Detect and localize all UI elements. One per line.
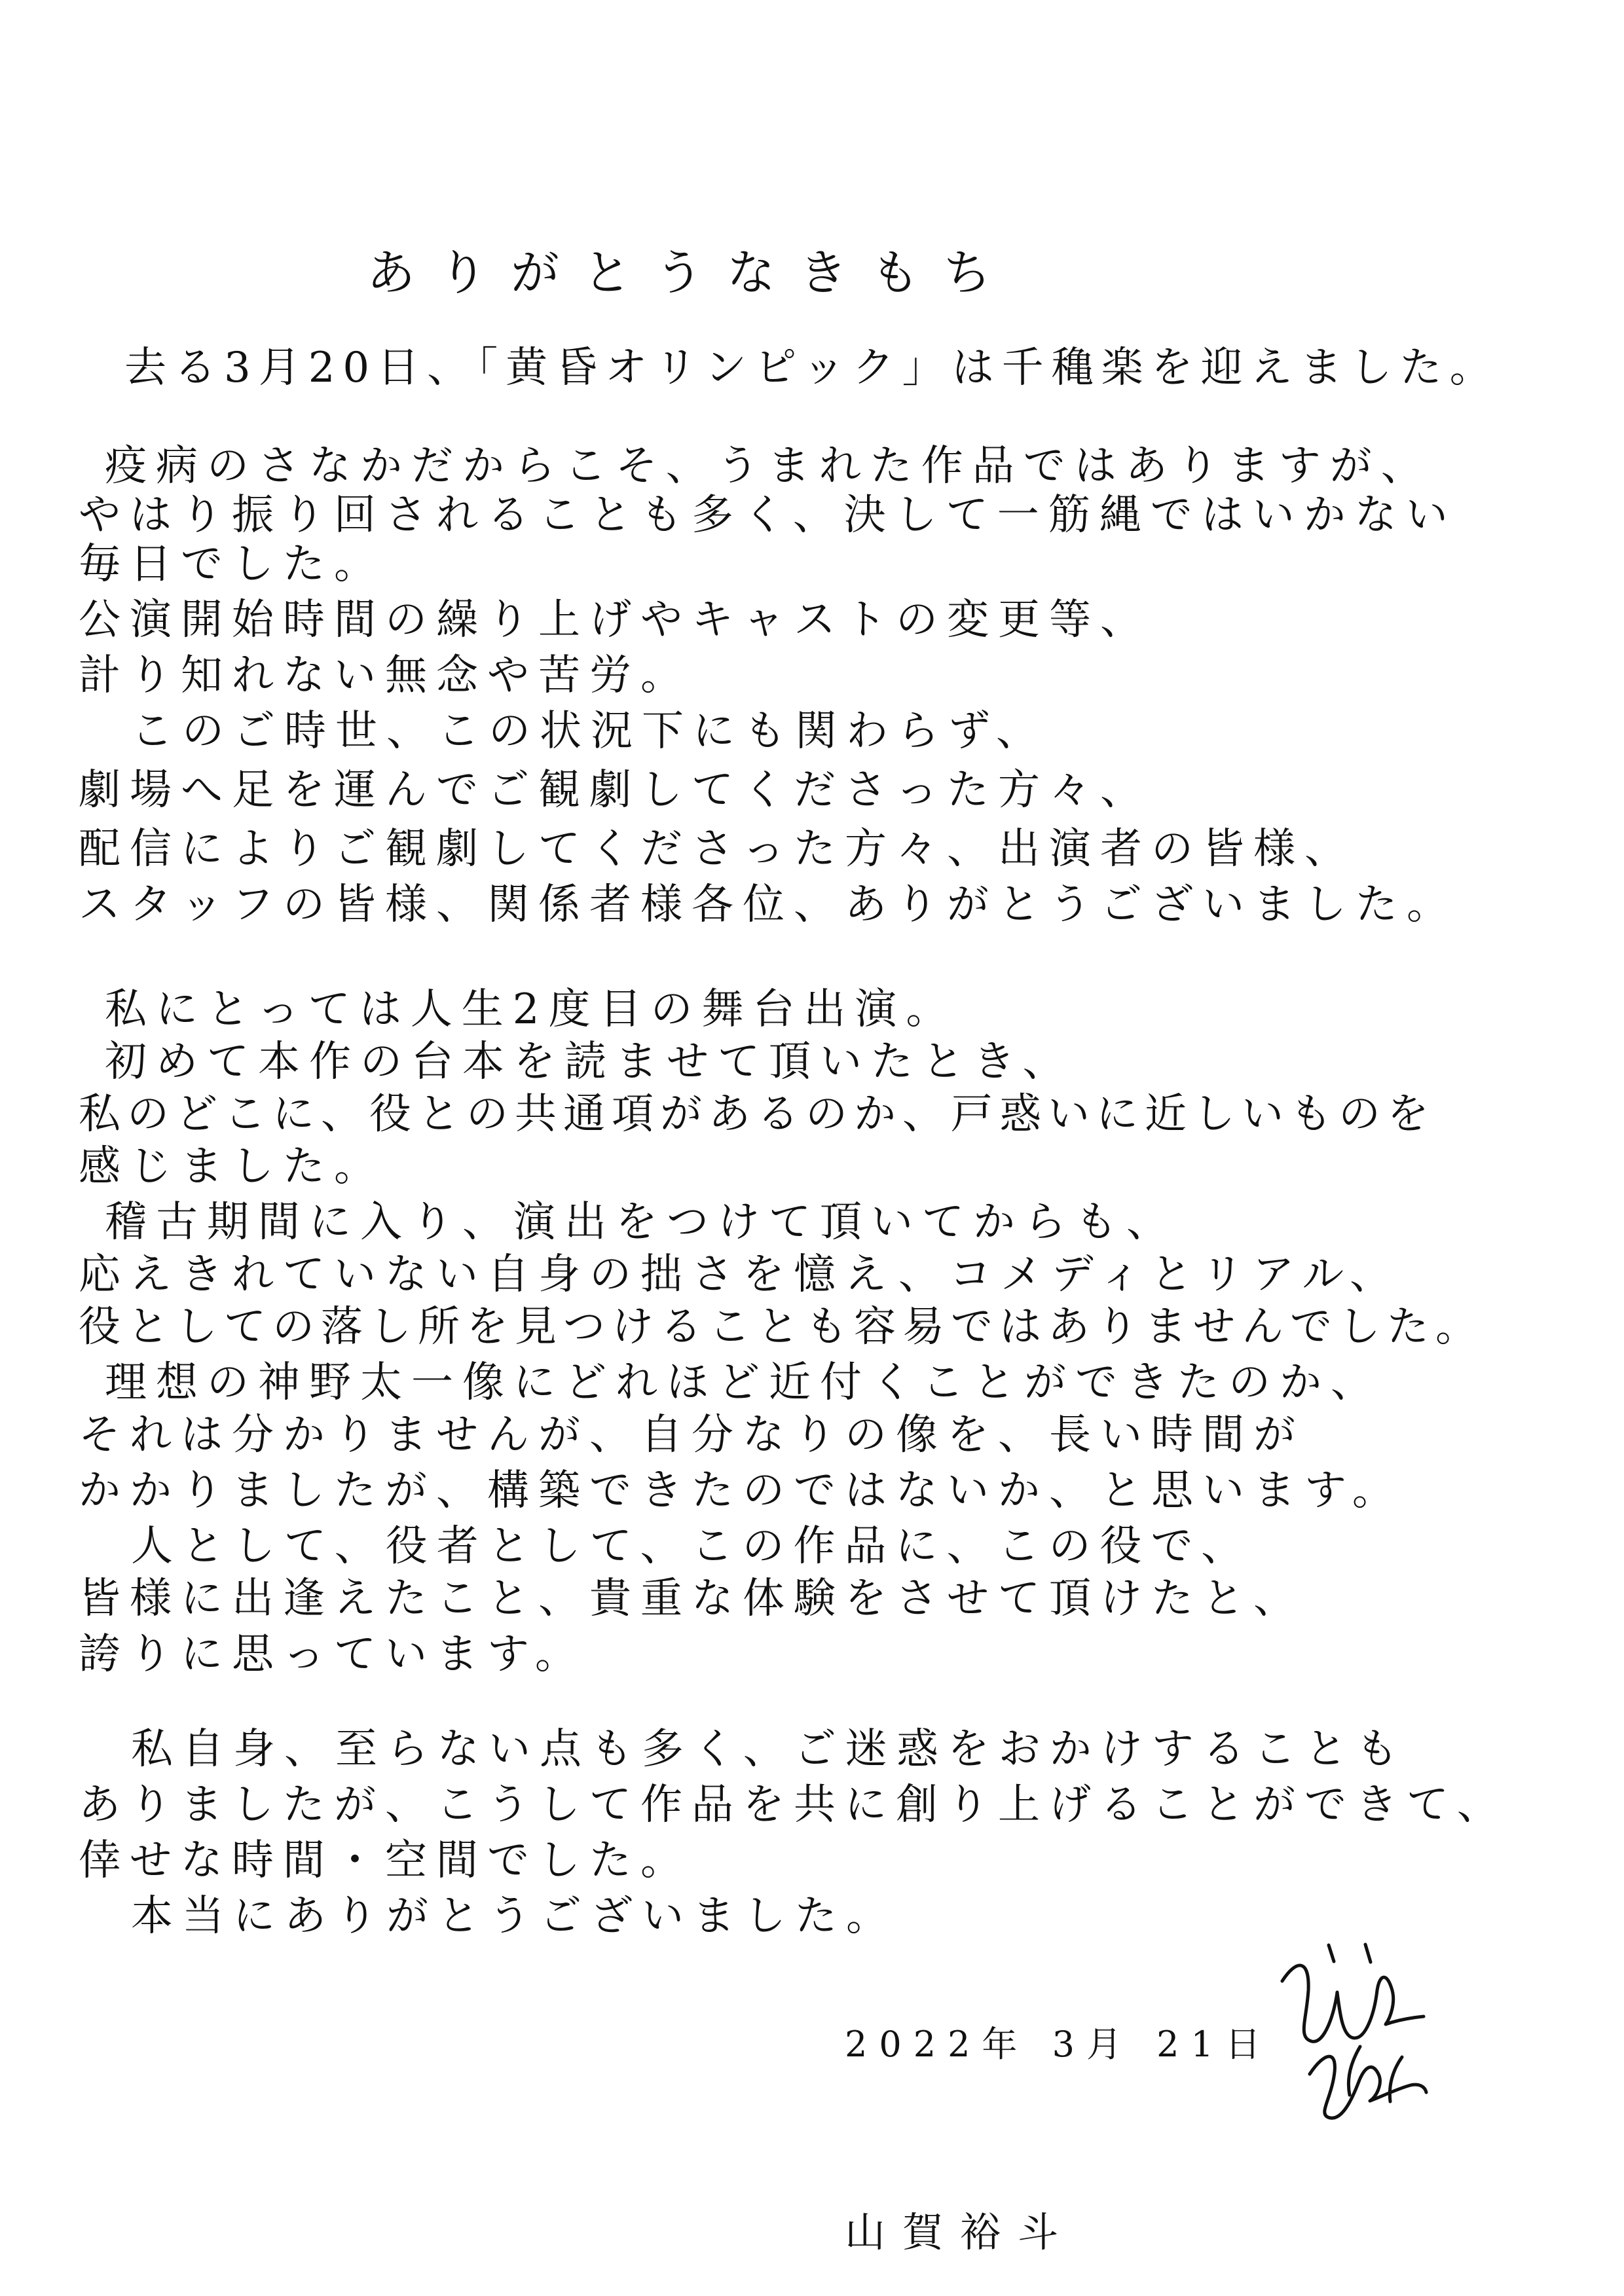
letter-line: 劇場へ足を運んでご観劇してくださった方々、	[79, 766, 1151, 814]
letter-line: 疫病のさなかだからこそ、うまれた作品ではありますが、	[105, 442, 1432, 490]
letter-line: 計り知れない無念や苦労。	[79, 651, 692, 700]
author-name: 山賀裕斗	[845, 2208, 1076, 2256]
letter-line: 毎日でした。	[79, 540, 385, 589]
letter-line: 理想の神野太一像にどれほど近付くことができたのか、	[105, 1358, 1382, 1407]
letter-line: 人として、役者として、この作品に、この役で、	[131, 1522, 1253, 1571]
letter-line: 誇りに思っています。	[79, 1630, 586, 1679]
letter-line: 私自身、至らない点も多く、ご迷惑をおかけすることも	[131, 1725, 1407, 1774]
letter-line: 役としての落し所を見つけることも容易ではありませんでした。	[79, 1303, 1484, 1351]
letter-line: ありましたが、こうして作品を共に創り上げることができて、	[79, 1781, 1508, 1829]
letter-line: 感じました。	[79, 1142, 385, 1191]
letter-line: 初めて本作の台本を読ませて頂いたとき、	[105, 1038, 1074, 1086]
letter-line: それは分かりませんが、自分なりの像を、長い時間が	[79, 1411, 1304, 1459]
letter-title: ありがとうなきもち	[367, 245, 1015, 301]
letter-line: 本当にありがとうございました。	[131, 1892, 897, 1941]
letter-line: 稽古期間に入り、演出をつけて頂いてからも、	[105, 1198, 1177, 1247]
letter-line: このご時世、この状況下にも関わらず、	[131, 707, 1047, 756]
signature-icon	[1270, 1918, 1441, 2128]
letter-line: 去る3月20日、「黄昏オリンピック」は千穐楽を迎えました。	[124, 344, 1500, 392]
letter-line: 皆様に出逢えたこと、貴重な体験をさせて頂けたと、	[79, 1575, 1304, 1623]
letter-date: 2022年 3月 21日	[845, 2024, 1272, 2065]
letter-line: 倖せな時間・空間でした。	[79, 1836, 692, 1885]
letter-line: 配信によりご観劇してくださった方々、出演者の皆様、	[79, 825, 1356, 873]
letter-line: 私のどこに、役との共通項があるのか、戸惑いに近しいものを	[79, 1090, 1435, 1139]
letter-line: 公演開始時間の繰り上げやキャストの変更等、	[79, 596, 1151, 644]
letter-line: かかりましたが、構築できたのではないか、と思います。	[79, 1467, 1403, 1515]
letter-line: やはり振り回されることも多く、決して一筋縄ではいかない	[79, 491, 1457, 539]
letter-line: 応えきれていない自身の拙さを憶え、コメディとリアル、	[79, 1250, 1401, 1299]
letter-line: 私にとっては人生2度目の舞台出演。	[105, 985, 957, 1034]
letter-line: スタッフの皆様、関係者様各位、ありがとうございました。	[79, 881, 1458, 929]
